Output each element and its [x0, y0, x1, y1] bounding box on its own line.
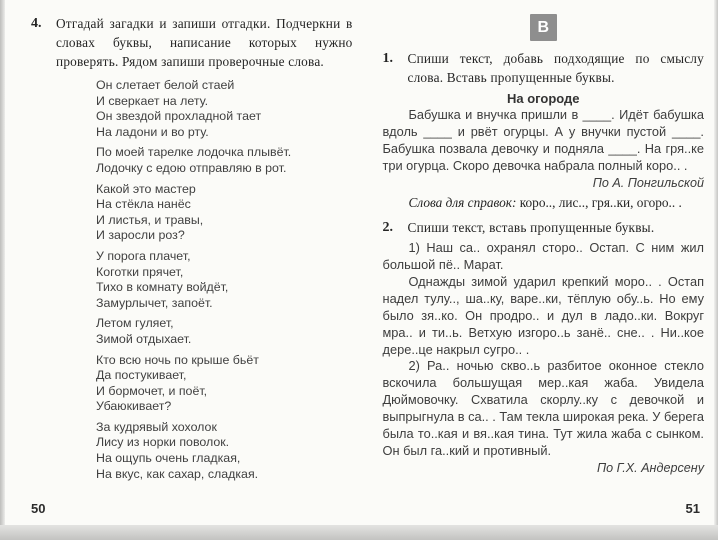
poem-line: Кто всю ночь по крыше бьёт	[96, 352, 259, 367]
poem-line: Коготки прячет,	[96, 264, 184, 279]
poem-line: Да постукивает,	[96, 368, 187, 383]
riddle-carrot	[96, 420, 353, 482]
book-spread	[5, 0, 714, 525]
poem-line: Тихо в комнату войдёт,	[96, 280, 229, 295]
riddle-cat	[96, 249, 353, 311]
riddle-river	[96, 316, 353, 347]
scan-edge-left	[0, 0, 5, 540]
poem-line: Зимой отдыхает.	[96, 331, 192, 346]
reference-words	[383, 194, 705, 213]
poem-line: Летом гуляет,	[96, 316, 174, 331]
exercise-2-paragraph-3: 2) Ра.. ночью скво..ь разбитое оконное стекло вскочила большущая мер..кая жаба. Увидела Дюймовочку. Схватила скорлу..ку с девочкой и выпрыгнула в са.. . Там текла широкая река. У берега была то..кая и вя..кая тина. Тут жила жаба с сынком. Он был га..кий и противный.	[382, 358, 705, 458]
poem-line: И бормочет, и поёт,	[96, 383, 208, 398]
poem-line: На вкус, как сахар, сладкая.	[96, 466, 259, 481]
poem-line: Убаюкивает?	[96, 399, 172, 414]
scan-edge-bottom	[0, 525, 718, 540]
poem-line: Лису из норки поволок.	[96, 435, 230, 450]
reference-list: коро.., лис.., гря..ки, огоро.. .	[519, 194, 682, 210]
story-title: На огороде	[506, 91, 580, 106]
poem-line: На ладони и во рту.	[96, 124, 209, 139]
exercise-2-attribution: По Г.Х. Андерсену	[597, 460, 704, 475]
exercise-4-number: 4.	[31, 16, 42, 31]
page-number-50: 50	[31, 501, 46, 516]
poem-line: Замурлычет, запоёт.	[96, 295, 213, 310]
poem-line: По моей тарелке лодочка плывёт.	[96, 145, 292, 160]
exercise-4	[31, 14, 353, 71]
section-badge-v: В	[530, 14, 557, 41]
exercise-2-paragraph-1: 1) Наш са.. охранял сторо.. Остап. С ним жил большой пё.. Марат.	[382, 240, 704, 273]
poem-line: На стёкла нанёс	[96, 197, 191, 212]
reference-label: Слова для справок:	[408, 194, 517, 210]
poem-line: Он звездой прохладной тает	[96, 109, 262, 124]
riddle-rain	[96, 353, 353, 415]
exercise-2-instruction: Спиши текст, вставь пропущенные буквы.	[407, 220, 655, 236]
poem-line: У порога плачет,	[96, 248, 191, 263]
poem-line: И листья, и травы,	[96, 212, 204, 227]
poem-line: Он слетает белой стаей	[96, 78, 235, 92]
poem-line: И заросли роз?	[96, 228, 185, 243]
riddle-frost	[96, 182, 353, 244]
poem-line: Лодочку с едою отправляю в рот.	[96, 160, 287, 175]
poem-line: Какой это мастер	[96, 181, 196, 196]
poem-line: За кудрявый хохолок	[96, 419, 217, 434]
riddle-snow	[96, 78, 353, 140]
poem-line: На ощупь очень гладкая,	[96, 451, 241, 466]
page-right	[363, 0, 715, 525]
exercise-2-number: 2.	[382, 220, 393, 236]
exercise-1-attribution: По А. Понгильской	[592, 175, 704, 190]
page-left	[5, 0, 363, 525]
scan-edge-right	[714, 0, 718, 540]
exercise-2-paragraph-2: Однажды зимой ударил крепкий моро.. . Остап надел тулу.., ша..ку, варе..ки, тёплую обу..ь. Но ему было зя..ко. Он продро.. и дул в ладо..ки. Вокруг мра.. и ти..ь. Ветхую изгоро..ь занё.. сне.. . Ни..кое дере..це накрыл сугро.. .	[382, 273, 704, 357]
riddle-spoon	[96, 145, 353, 176]
page-number-51: 51	[685, 501, 700, 516]
exercise-1	[383, 49, 705, 87]
riddles-block	[96, 78, 353, 482]
exercise-1-instruction: Спиши текст, добавь подходящие по смыслу слова. Вставь пропущенные буквы.	[407, 51, 704, 85]
poem-line: И сверкает на лету.	[96, 93, 209, 108]
exercise-2	[383, 218, 705, 237]
exercise-1-text: Бабушка и внучка пришли в ____. Идёт бабушка вдоль ____ и рвёт огурцы. А у внучки пустой ____. Бабушка позвала девочку и подняла ____. На гря..ке три огурца. Скоро девочка набрала полный коро.. .	[382, 107, 704, 173]
exercise-1-number: 1.	[382, 51, 393, 66]
exercise-4-instruction: Отгадай загадки и запиши отгадки. Подчеркни в словах буквы, написание которых нужно проверять. Рядом запиши проверочные слова.	[56, 16, 353, 69]
